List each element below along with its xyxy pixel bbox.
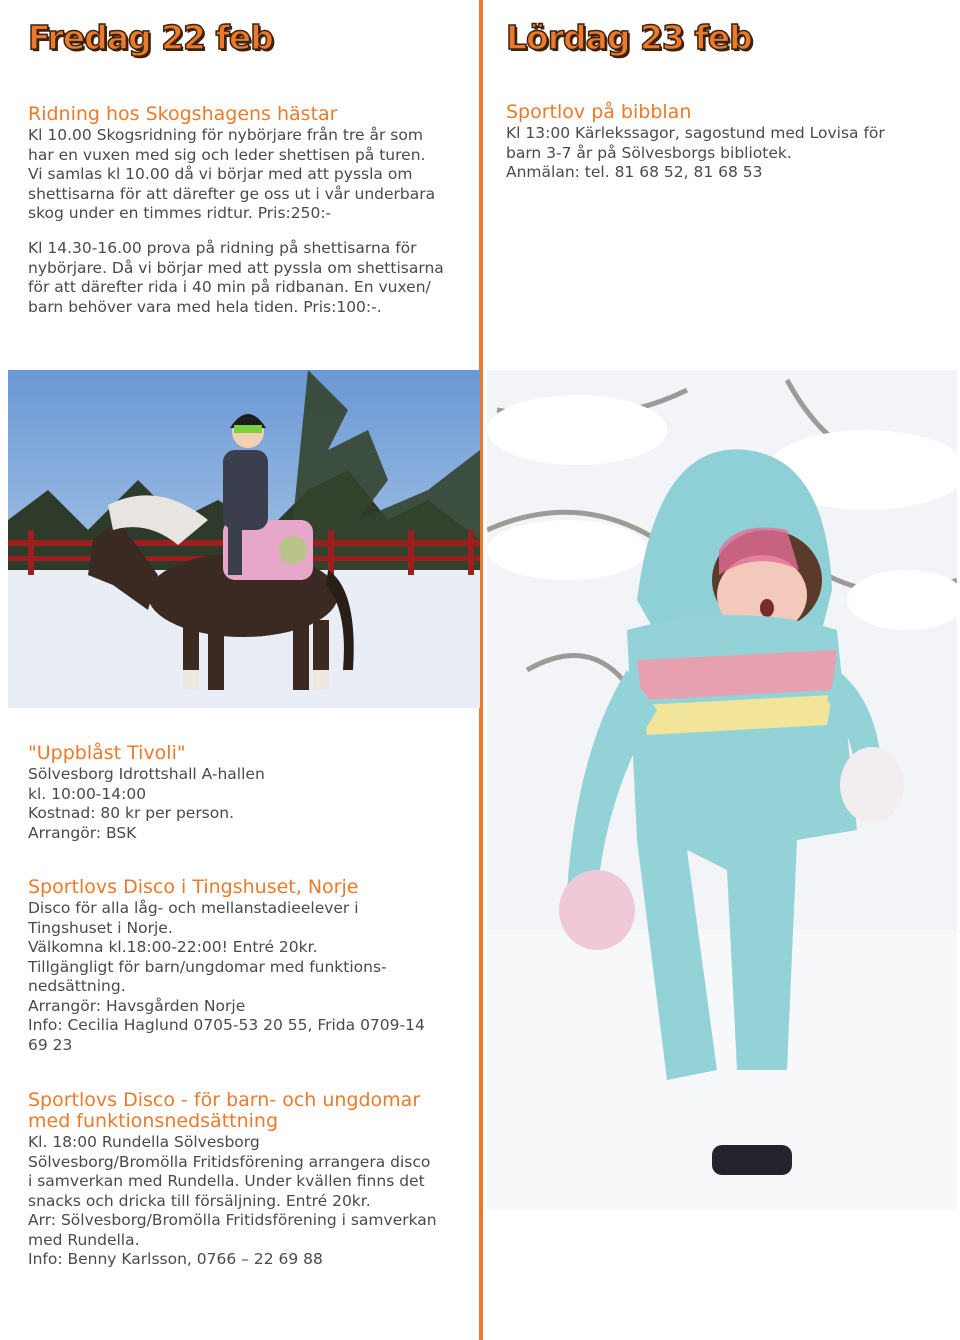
event-bibblan <box>506 102 946 183</box>
event-line: med Rundella. <box>28 1230 140 1249</box>
event-line: snacks och dricka till försäljning. Entré 20kr. <box>28 1191 371 1210</box>
event-ridning-afternoon <box>28 239 473 317</box>
event-line: Kl 13:00 Kärlekssagor, sagostund med Lovisa för <box>506 124 885 142</box>
event-heading: Ridning hos Skogshagens hästar <box>28 103 338 125</box>
pony-photo <box>8 370 480 708</box>
event-line: Tillgängligt för barn/ungdomar med funktions- <box>28 957 387 976</box>
event-line: barn 3-7 år på Sölvesborgs bibliotek. <box>506 143 792 162</box>
event-line: Sölvesborg Idrottshall A-hallen <box>28 765 265 783</box>
event-heading: Sportlov på bibblan <box>506 101 692 123</box>
event-line: Info: Benny Karlsson, 0766 – 22 69 88 <box>28 1250 323 1268</box>
event-line: Tingshuset i Norje. <box>28 918 173 937</box>
event-line: Disco för alla låg- och mellanstadieelever i <box>28 899 359 917</box>
child-snow-photo <box>487 370 957 1210</box>
event-line: Sölvesborg/Bromölla Fritidsförening arrangera disco <box>28 1152 431 1171</box>
event-heading: Sportlovs Disco i Tingshuset, Norje <box>28 876 359 898</box>
saturday-title: Lördag 23 feb <box>506 18 752 57</box>
event-line: Anmälan: tel. 81 68 52, 81 68 53 <box>506 163 763 181</box>
event-line: har en vuxen med sig och leder shettisen på turen. <box>28 145 426 164</box>
event-line: Vi samlas kl 10.00 då vi börjar med att pyssla om <box>28 165 413 183</box>
event-line: Kl. 18:00 Rundella Sölvesborg <box>28 1133 260 1151</box>
event-line: nedsättning. <box>28 977 126 995</box>
event-disco-norje <box>28 877 473 1055</box>
event-line: Kl 10.00 Skogsridning för nybörjare från tre år som <box>28 126 423 144</box>
event-line: för att därefter rida i 40 min på ridbanan. En vuxen/ <box>28 278 431 296</box>
event-line: shettisarna för att därefter ge oss ut i vår underbara <box>28 184 436 203</box>
event-line: skog under en timmes ridtur. Pris:250:- <box>28 204 332 222</box>
event-line: Kl 14.30-16.00 prova på ridning på shettisarna för <box>28 239 417 257</box>
event-line: Kostnad: 80 kr per person. <box>28 804 234 822</box>
event-heading: "Uppblåst Tivoli" <box>28 742 186 764</box>
event-line: i samverkan med Rundella. Under kvällen finns det <box>28 1172 425 1190</box>
event-tivoli <box>28 743 473 843</box>
event-line: Info: Cecilia Haglund 0705-53 20 55, Frida 0709-14 <box>28 1016 425 1034</box>
event-ridning <box>28 104 473 224</box>
event-line: nybörjare. Då vi börjar med att pyssla om shettisarna <box>28 258 444 277</box>
event-line: 69 23 <box>28 1035 73 1054</box>
friday-title: Fredag 22 feb <box>28 18 273 57</box>
event-line: Arrangör: Havsgården Norje <box>28 996 246 1015</box>
event-line: barn behöver vara med hela tiden. Pris:100:-. <box>28 297 382 316</box>
event-heading: Sportlovs Disco - för barn- och ungdomar <box>28 1089 421 1111</box>
event-disco-rundella <box>28 1090 473 1270</box>
event-line: Välkomna kl.18:00-22:00! Entré 20kr. <box>28 938 318 956</box>
event-line: Arr: Sölvesborg/Bromölla Fritidsförening i samverkan <box>28 1211 437 1229</box>
event-line: Arrangör: BSK <box>28 823 137 842</box>
event-line: kl. 10:00-14:00 <box>28 784 147 803</box>
event-heading: med funktionsnedsättning <box>28 1110 279 1132</box>
